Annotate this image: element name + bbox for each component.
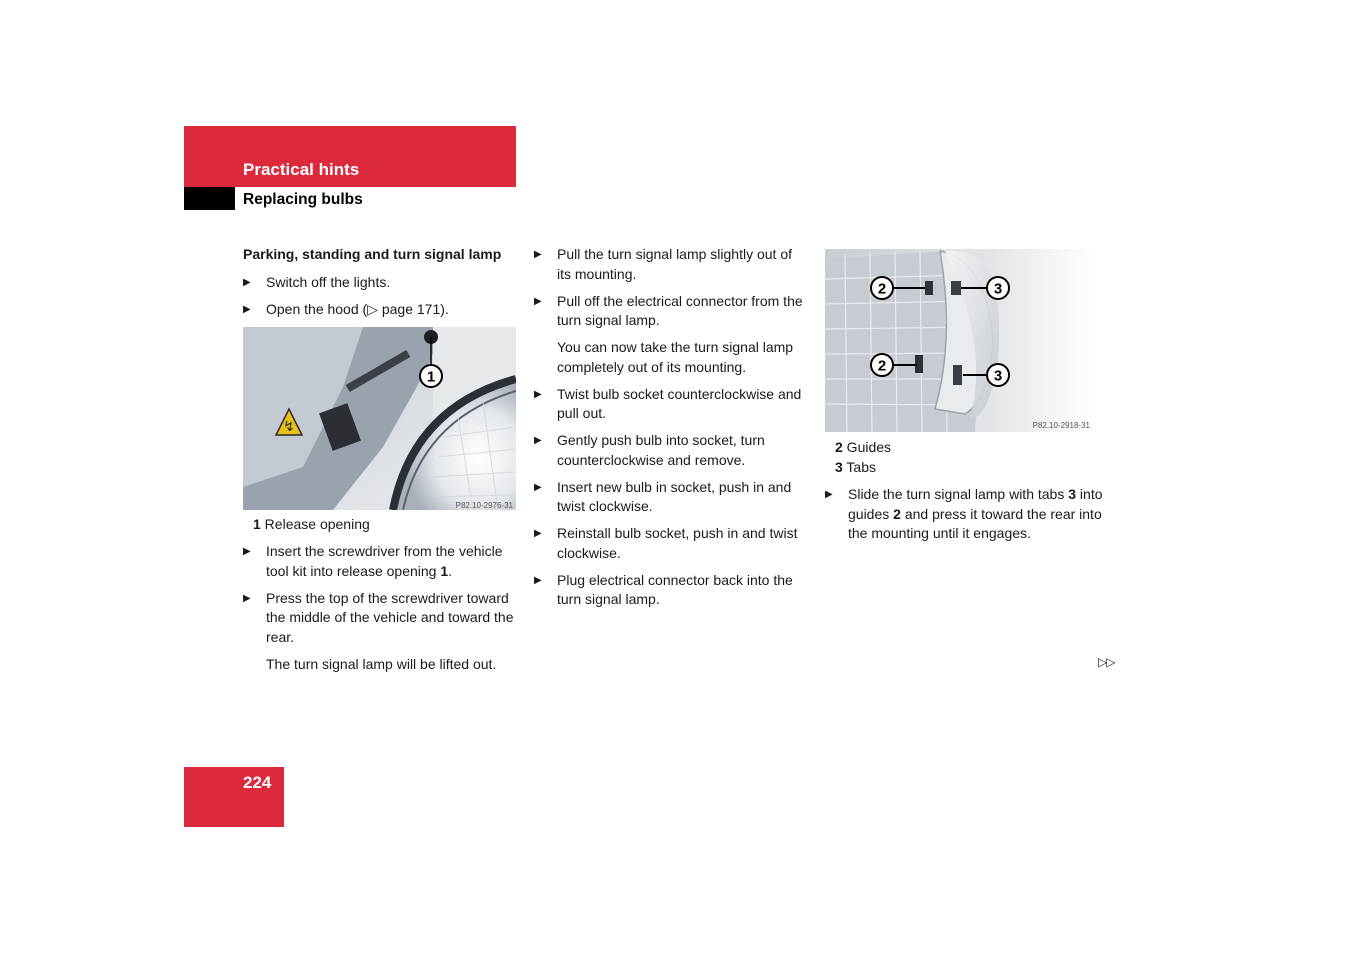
caption-guides: 2 Guides xyxy=(835,439,892,455)
caption-tabs: 3 Tabs xyxy=(835,458,877,475)
note-lamp-lifted: The turn signal lamp will be lifted out. xyxy=(266,655,497,672)
step-twist-socket: ▶ Twist bulb socket counterclockwise and pull out. xyxy=(534,385,802,421)
triangle-right-icon: ▶ xyxy=(534,435,542,446)
callout-3-top: 3 xyxy=(993,280,1003,298)
column-2 xyxy=(534,245,809,617)
step-pull-lamp: ▶ Pull the turn signal lamp slightly out of its mounting. xyxy=(534,246,793,282)
step-plug-connector: ▶ Plug electrical connector back into the turn signal lamp. xyxy=(534,571,793,607)
callout-3-bottom: 3 xyxy=(993,367,1003,385)
release-opening-illustration xyxy=(243,327,516,510)
step-insert-screwdriver: ▶ Insert the screwdriver from the vehicle tool kit into release opening 1. xyxy=(243,543,503,579)
column-1 xyxy=(243,245,518,682)
note-take-lamp-out: You can now take the turn signal lamp completely out of its mounting. xyxy=(557,339,794,375)
step-press-screwdriver: ▶ Press the top of the screwdriver toward the middle of the vehicle and toward the rear. xyxy=(243,589,514,645)
triangle-right-icon: ▶ xyxy=(243,592,251,604)
triangle-right-icon: ▶ xyxy=(534,295,542,307)
triangle-right-icon: ▶ xyxy=(243,546,251,557)
step-pull-connector: ▶ Pull off the electrical connector from the turn signal lamp. xyxy=(534,292,803,328)
triangle-right-icon: ▶ xyxy=(534,388,542,400)
callout-2-bottom: 2 xyxy=(877,357,887,375)
triangle-right-icon: ▶ xyxy=(534,249,542,260)
turn-signal-lamp-photo xyxy=(825,249,1097,432)
step-insert-new-bulb: ▶ Insert new bulb in socket, push in and twist clockwise. xyxy=(534,478,792,514)
procedure-heading: Parking, standing and turn signal lamp xyxy=(243,246,502,262)
callout-1: 1 xyxy=(426,368,436,385)
step-reinstall-socket: ▶ Reinstall bulb socket, push in and twist clockwise. xyxy=(534,525,798,561)
section-title: Practical hints xyxy=(243,160,360,179)
header-black-tab xyxy=(184,187,235,210)
triangle-right-icon: ▶ xyxy=(243,303,251,315)
page-number: 224 xyxy=(243,773,272,792)
triangle-right-icon: ▶ xyxy=(243,276,251,288)
triangle-right-icon: ▶ xyxy=(534,574,542,586)
continued-icon: ▷▷ xyxy=(1098,655,1115,669)
subsection-title: Replacing bulbs xyxy=(243,191,363,208)
step-remove-bulb: ▶ Gently push bulb into socket, turn counterclockwise and remove. xyxy=(534,432,765,468)
svg-text:↯: ↯ xyxy=(283,418,295,435)
triangle-right-icon: ▶ xyxy=(825,489,833,500)
caption-release-opening: 1 Release opening xyxy=(253,515,370,532)
callout-2-top: 2 xyxy=(877,280,887,298)
photo-code-2: P82.10-2918-31 xyxy=(1032,421,1090,430)
turn-signal-lamp-illustration xyxy=(825,249,1097,432)
step-slide-lamp: ▶ Slide the turn signal lamp with tabs 3 into guides 2 and press it toward the rear into the mounting until it engages. xyxy=(825,486,1103,541)
photo-code-1: P82.10-2976-31 xyxy=(455,500,513,510)
triangle-right-icon: ▶ xyxy=(534,481,542,493)
column-3 xyxy=(825,249,1105,551)
step-switch-off-lights: ▶ Switch off the lights. xyxy=(243,273,518,293)
triangle-right-icon: ▶ xyxy=(534,528,542,539)
release-opening-photo xyxy=(243,327,516,510)
step-open-hood: ▶ Open the hood (▷ page 171). xyxy=(243,300,518,320)
